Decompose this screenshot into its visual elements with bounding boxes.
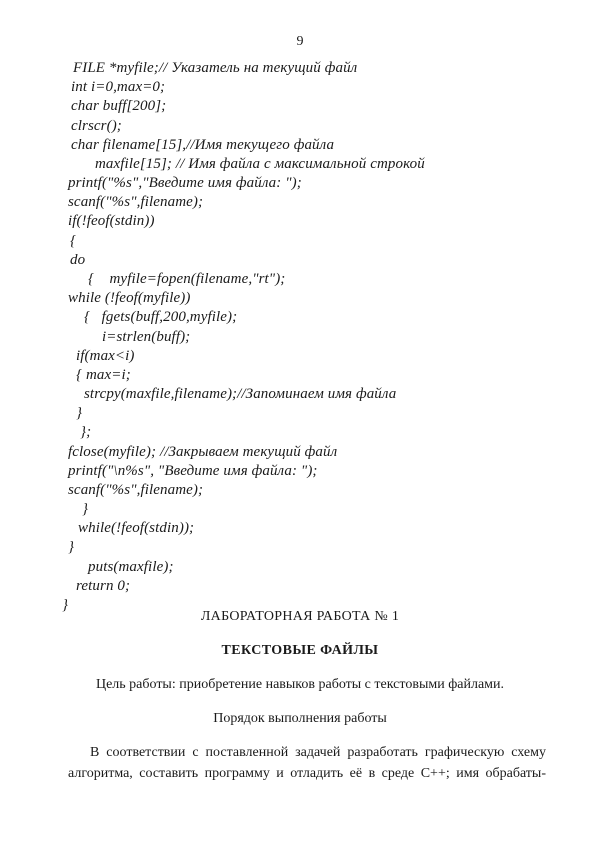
code-line: while (!feof(myfile)) — [68, 290, 191, 306]
code-line: } — [82, 501, 89, 517]
code-line: } — [62, 597, 69, 613]
goal-text: Цель работы: приобретение навыков работы с текстовыми файлами. — [95, 677, 505, 692]
code-line: scanf("%s",filename); — [68, 482, 204, 498]
code-line: char buff[200]; — [71, 98, 167, 114]
code-line: scanf("%s",filename); — [68, 194, 204, 210]
code-line: { — [70, 233, 77, 249]
code-line: printf("\n%s", "Введите имя файла: "); — [68, 463, 318, 479]
code-line: fclose(myfile); //Закрываем текущий файл — [68, 444, 338, 460]
code-line: }; — [80, 424, 92, 440]
lab-title: ЛАБОРАТОРНАЯ РАБОТА № 1 — [200, 609, 400, 624]
code-line: printf("%s","Введите имя файла: "); — [68, 175, 302, 191]
code-line: i=strlen(buff); — [102, 329, 191, 345]
code-line: if(max<i) — [76, 348, 135, 364]
code-line: } — [68, 539, 75, 555]
code-line: char filename[15],//Имя текущего файла — [71, 137, 335, 153]
code-line: maxfile[15]; // Имя файла с максимальной строкой — [95, 156, 425, 172]
code-line: { fgets(buff,200,myfile); — [84, 309, 238, 325]
procedure-heading: Порядок выполнения работы — [213, 711, 387, 726]
code-line: do — [70, 252, 86, 268]
page-number: 9 — [296, 34, 304, 49]
code-line: { myfile=fopen(filename,"rt"); — [88, 271, 286, 287]
code-line: strcpy(maxfile,filename);//Запоминаем имя файла — [84, 386, 397, 402]
lab-subtitle: ТЕКСТОВЫЕ ФАЙЛЫ — [221, 643, 379, 658]
code-line: puts(maxfile); — [88, 559, 174, 575]
code-line: return 0; — [76, 578, 131, 594]
code-line: if(!feof(stdin)) — [68, 213, 155, 229]
paragraph-line: В соответствии с поставленной задачей разработать графическую схему — [90, 745, 546, 760]
code-line: clrscr(); — [71, 118, 122, 134]
code-line: while(!feof(stdin)); — [78, 520, 195, 536]
code-line: } — [76, 405, 83, 421]
code-line: { max=i; — [76, 367, 131, 383]
code-line: FILE *myfile;// Указатель на текущий файл — [73, 60, 358, 76]
paragraph-line: алгоритма, составить программу и отладить её в среде C++; имя обрабаты- — [68, 766, 546, 781]
code-line: int i=0,max=0; — [71, 79, 166, 95]
